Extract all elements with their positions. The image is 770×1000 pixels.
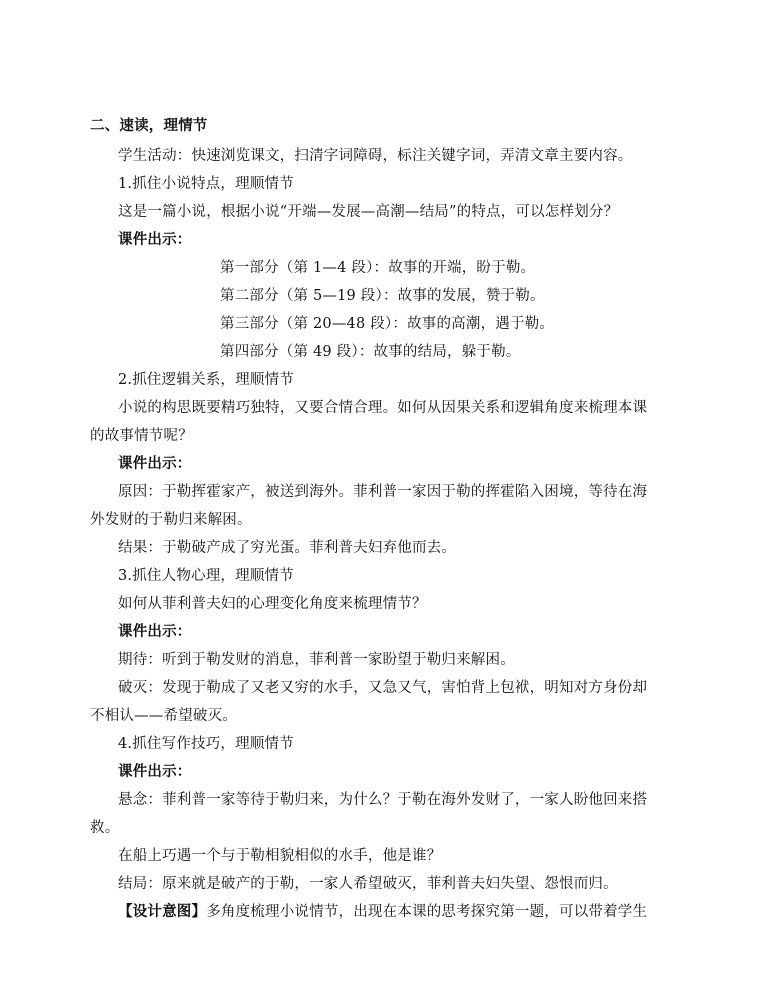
- question-2-line-1: 小说的构思既要精巧独特，又要合情合理。如何从因果关系和逻辑角度来梳理本课: [118, 400, 648, 416]
- part-item-3: 第三部分（第 20—48 段）：故事的高潮，遇于勒。: [220, 316, 555, 332]
- design-intent: [118, 902, 647, 922]
- courseware-label-2: 课件出示：: [118, 455, 192, 472]
- cause-line-2: 外发财的于勒归来解困。: [90, 512, 252, 528]
- broken-line-1: 破灭：发现于勒成了又老又穷的水手，又急又气，害怕背上包袱，明知对方身份却: [118, 680, 648, 696]
- design-intent-label: 【设计意图】: [118, 903, 207, 920]
- ship-question: 在船上巧遇一个与于勒相貌相似的水手，他是谁？: [118, 848, 442, 864]
- courseware-label-1: 课件出示：: [118, 231, 192, 248]
- question-3: 如何从菲利普夫妇的心理变化角度来梳理情节？: [118, 596, 427, 612]
- courseware-label-4: 课件出示：: [118, 763, 192, 780]
- suspense-line-1: 悬念：菲利普一家等待于勒归来，为什么？于勒在海外发财了，一家人盼他回来搭: [118, 792, 648, 808]
- part-item-1: 第一部分（第 1—4 段）：故事的开端，盼于勒。: [220, 260, 536, 276]
- heading-3: 3.抓住人物心理，理顺情节: [118, 568, 294, 584]
- result-text: 结果：于勒破产成了穷光蛋。菲利普夫妇弃他而去。: [118, 540, 457, 556]
- suspense-line-2: 救。: [90, 820, 120, 836]
- part-item-2: 第二部分（第 5—19 段）：故事的发展，赞于勒。: [220, 288, 545, 304]
- heading-2: 2.抓住逻辑关系，理顺情节: [118, 372, 294, 388]
- part-item-4: 第四部分（第 49 段）：故事的结局，躲于勒。: [220, 344, 521, 360]
- student-activity: 学生活动：快速浏览课文，扫清字词障碍，标注关键字词，弄清文章主要内容。: [118, 148, 633, 164]
- cause-line-1: 原因：于勒挥霍家产，被送到海外。菲利普一家因于勒的挥霍陷入困境，等待在海: [118, 484, 648, 500]
- heading-4: 4.抓住写作技巧，理顺情节: [118, 736, 294, 752]
- question-2-line-2: 的故事情节呢？: [90, 428, 193, 444]
- broken-line-2: 不相认——希望破灭。: [90, 708, 237, 724]
- question-1: 这是一篇小说，根据小说“开端—发展—高潮—结局”的特点，可以怎样划分？: [118, 204, 619, 220]
- design-intent-text: 多角度梳理小说情节，出现在本课的思考探究第一题，可以带着学生: [206, 904, 648, 920]
- courseware-label-3: 课件出示：: [118, 623, 192, 640]
- expect-text: 期待：听到于勒发财的消息，菲利普一家盼望于勒归来解困。: [118, 652, 515, 668]
- ending-text: 结局：原来就是破产的于勒，一家人希望破灭，菲利普夫妇失望、怨恨而归。: [118, 876, 618, 892]
- section-title: 二、速读，理情节: [90, 117, 208, 134]
- heading-1: 1.抓住小说特点，理顺情节: [118, 176, 294, 192]
